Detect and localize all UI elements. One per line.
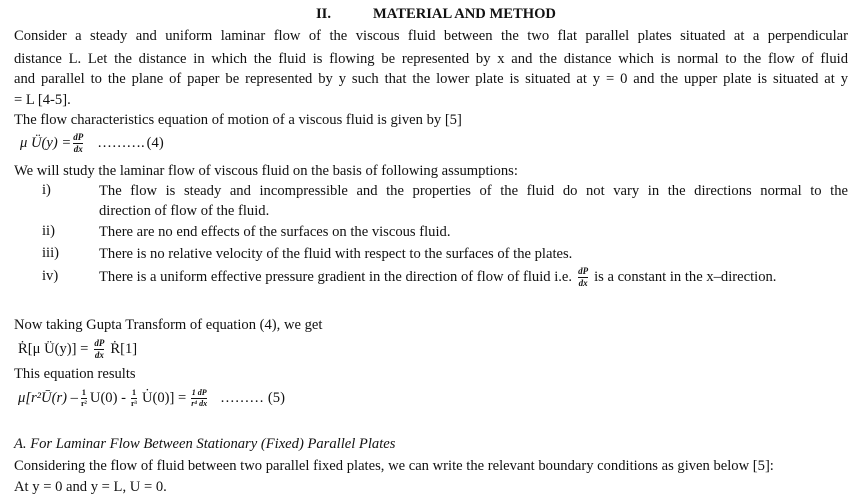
- subsection-heading: A. For Laminar Flow Between Stationary (Fixed) Parallel Plates: [14, 436, 396, 452]
- equation-5: [18, 384, 285, 412]
- assumption-label: iv): [42, 268, 59, 284]
- assumption-text: The flow is steady and incompressible and the properties of the fluid do not vary in the directions normal to the: [99, 183, 848, 199]
- eq5-frac3-num: 1 dP: [191, 387, 207, 397]
- equation-gupta: [18, 336, 137, 362]
- para1-line1: Consider a steady and uniform laminar flow of the viscous fluid between the two flat parallel plates situated at a perpendicular: [14, 28, 848, 44]
- assumption-text: There is a uniform effective pressure gradient in the direction of flow of fluid i.e.: [99, 269, 573, 285]
- eq5-frac3-den: r⁴ dx: [191, 398, 208, 408]
- eq5-frac2: [131, 389, 137, 408]
- eq4-lhs: μ Ü(y) =: [20, 135, 72, 151]
- assumption-text-end: is a constant in the x–direction.: [594, 269, 777, 285]
- eq-gupta-denominator: dx: [94, 349, 104, 360]
- assumption-text-cont: direction of flow of the fluid.: [99, 203, 270, 219]
- para1-line4: = L [4-5].: [14, 92, 71, 108]
- eq5-dots: ………: [220, 390, 264, 406]
- para-last: Considering the flow of fluid between two parallel fixed plates, we can write the relevant boundary conditions as given below [5]:: [14, 458, 774, 474]
- dp-dx-denominator: dx: [578, 277, 588, 288]
- assumption-text: There are no end effects of the surfaces on the viscous fluid.: [99, 224, 451, 240]
- eq5-mid1: U(0) -: [89, 390, 126, 406]
- eq5-tag: (5): [267, 390, 285, 406]
- boundary-conditions: At y = 0 and y = L, U = 0.: [14, 479, 167, 495]
- eq4-fraction: [73, 133, 83, 154]
- assumption-text: There is no relative velocity of the fluid with respect to the surfaces of the plates.: [99, 246, 573, 262]
- assumption-label: iii): [42, 245, 60, 261]
- section-number: II.: [316, 6, 332, 22]
- eq5-frac2-den: r³: [130, 398, 137, 408]
- dp-dx-fraction: [578, 267, 588, 288]
- eq5-frac1: [81, 389, 87, 408]
- para1-line3: and parallel to the plane of paper be represented by y such that the lower plate is situated at y = 0 and the upper plate is situated at y: [14, 71, 848, 87]
- assumption-text-row: [99, 263, 776, 291]
- section-title: MATERIAL AND METHOD: [373, 6, 556, 22]
- para2: The flow characteristics equation of motion of a viscous fluid is given by [5]: [14, 112, 462, 128]
- eq5-frac1-den: r²: [80, 398, 87, 408]
- equation-4: [20, 130, 164, 156]
- eq-gupta-numerator: dP: [94, 337, 105, 348]
- eq-gupta-rhs: Ṙ[1]: [110, 341, 138, 357]
- assumption-label: i): [42, 182, 51, 198]
- eq5-mid2: U̇(0)] =: [141, 390, 187, 406]
- eq5-lhs: μ[r²Ū(r) –: [18, 390, 78, 406]
- assumption-label: ii): [42, 223, 55, 239]
- section-heading: [0, 6, 862, 26]
- eq-gupta-fraction: [94, 339, 104, 360]
- eq5-frac3: [191, 389, 207, 408]
- eq-gupta-lhs: Ṙ[μ Ü(y)] =: [18, 341, 89, 357]
- assumptions-intro: We will study the laminar flow of viscous fluid on the basis of following assumptions:: [14, 163, 518, 179]
- eq4-numerator: dP: [73, 131, 84, 142]
- eq4-denominator: dx: [73, 143, 83, 154]
- gupta-intro: Now taking Gupta Transform of equation (4), we get: [14, 317, 323, 333]
- assumption-item: [0, 263, 862, 291]
- para1-line2: distance L. Let the distance in which the fluid is flowing be represented by x and the distance which is normal to the flow of fluid: [14, 51, 848, 67]
- dp-dx-numerator: dP: [578, 265, 589, 276]
- eq5-frac2-num: 1: [131, 387, 136, 397]
- eq4-dots: ……….: [97, 135, 145, 151]
- eq4-tag: (4): [146, 135, 164, 151]
- results-intro: This equation results: [14, 366, 136, 382]
- eq5-frac1-num: 1: [81, 387, 86, 397]
